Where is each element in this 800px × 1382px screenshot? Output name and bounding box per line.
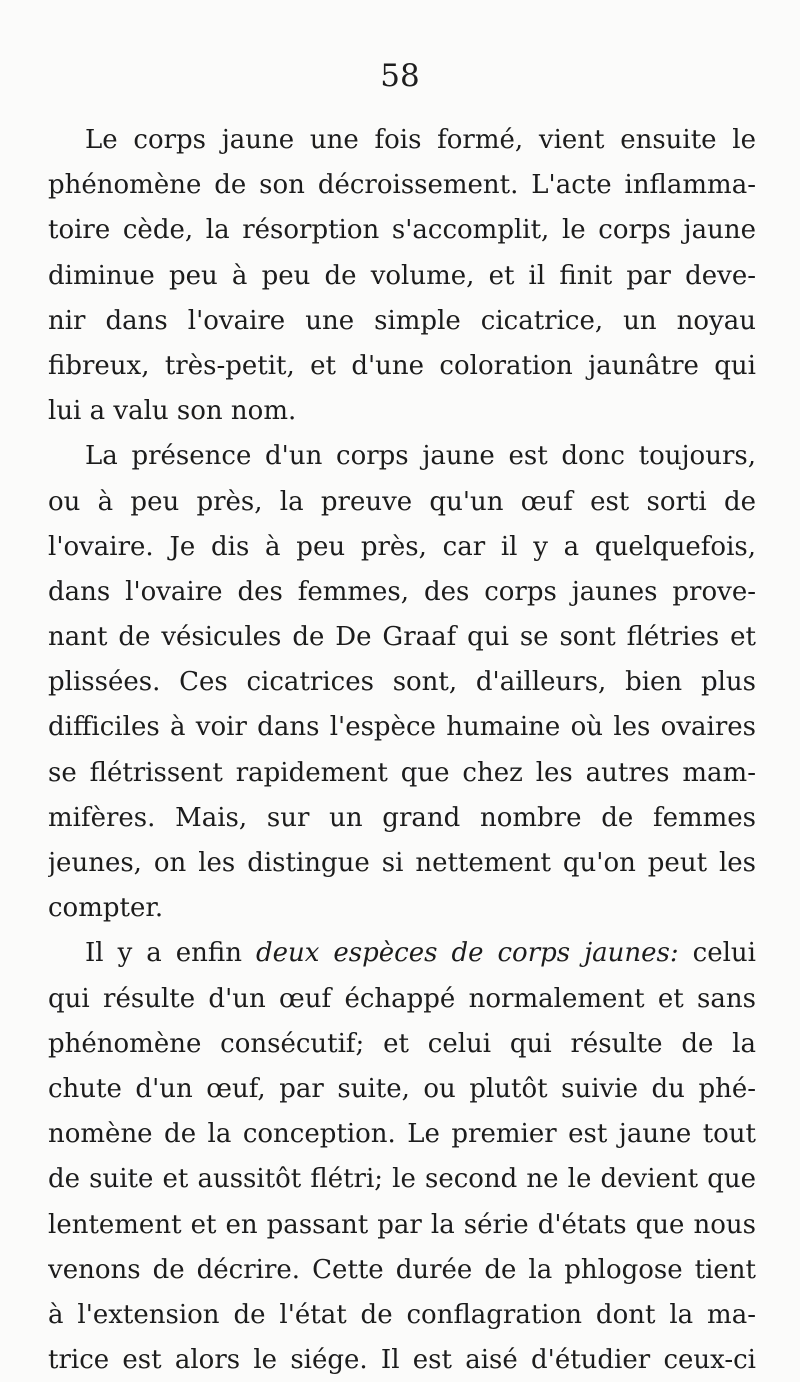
text-line: plissées. Ces cicatrices sont, d'ailleurs, bien plus [48,667,756,698]
body-text [48,118,756,1382]
text-span: celui [678,938,756,969]
text-line: diminue peu à peu de volume, et il finit par deve- [48,260,756,291]
text-line: phénomène consécutif; et celui qui résulte de la [48,1028,756,1059]
text-line: mifères. Mais, sur un grand nombre de femmes [48,802,756,833]
text-line: phénomène de son décroissement. L'acte inflamma- [48,170,756,201]
text-line: difficiles à voir dans l'espèce humaine où les ovaires [48,712,756,743]
text-line: dans l'ovaire des femmes, des corps jaunes prove- [48,576,756,607]
text-line: chute d'un œuf, par suite, ou plutôt suivie du phé- [48,1073,756,1104]
text-line: se flétrissent rapidement que chez les autres mam- [48,757,756,788]
text-line-with-italic [48,931,756,976]
text-line: nant de vésicules de De Graaf qui se sont flétries et [48,622,756,653]
text-line: trice est alors le siége. Il est aisé d'étudier ceux-ci [48,1345,756,1376]
text-line: jeunes, on les distingue si nettement qu'on peut les [48,848,756,878]
text-line: à l'extension de l'état de conflagration dont la ma- [48,1299,756,1330]
text-line: l'ovaire. Je dis à peu près, car il y a quelquefois, [48,531,756,562]
text-line: nomène de la conception. Le premier est jaune tout [48,1119,756,1150]
text-line: de suite et aussitôt flétri; le second ne le devient que [48,1164,756,1195]
text-line: fibreux, très-petit, et d'une coloration jaunâtre qui [48,350,756,381]
page-number: 58 [380,58,420,94]
text-line: compter. [48,893,164,924]
text-line: lui a valu son nom. [48,396,297,427]
text-line: lentement et en passant par la série d'états que nous [48,1209,756,1240]
text-line: La présence d'un corps jaune est donc toujours, [85,441,756,472]
text-line: ou à peu près, la preuve qu'un œuf est sorti de [48,486,756,517]
text-line: Le corps jaune une fois formé, vient ensuite le [85,125,756,155]
text-span: Il y a enfin [85,938,256,969]
text-line: venons de décrire. Cette durée de la phlogose tient [48,1254,756,1285]
italic-phrase: deux espèces de corps jaunes: [255,938,679,969]
text-line: toire cède, la résorption s'accomplit, le corps jaune [48,215,756,246]
text-line: qui résulte d'un œuf échappé normalement et sans [48,983,756,1014]
text-line: nir dans l'ovaire une simple cicatrice, un noyau [48,305,756,336]
